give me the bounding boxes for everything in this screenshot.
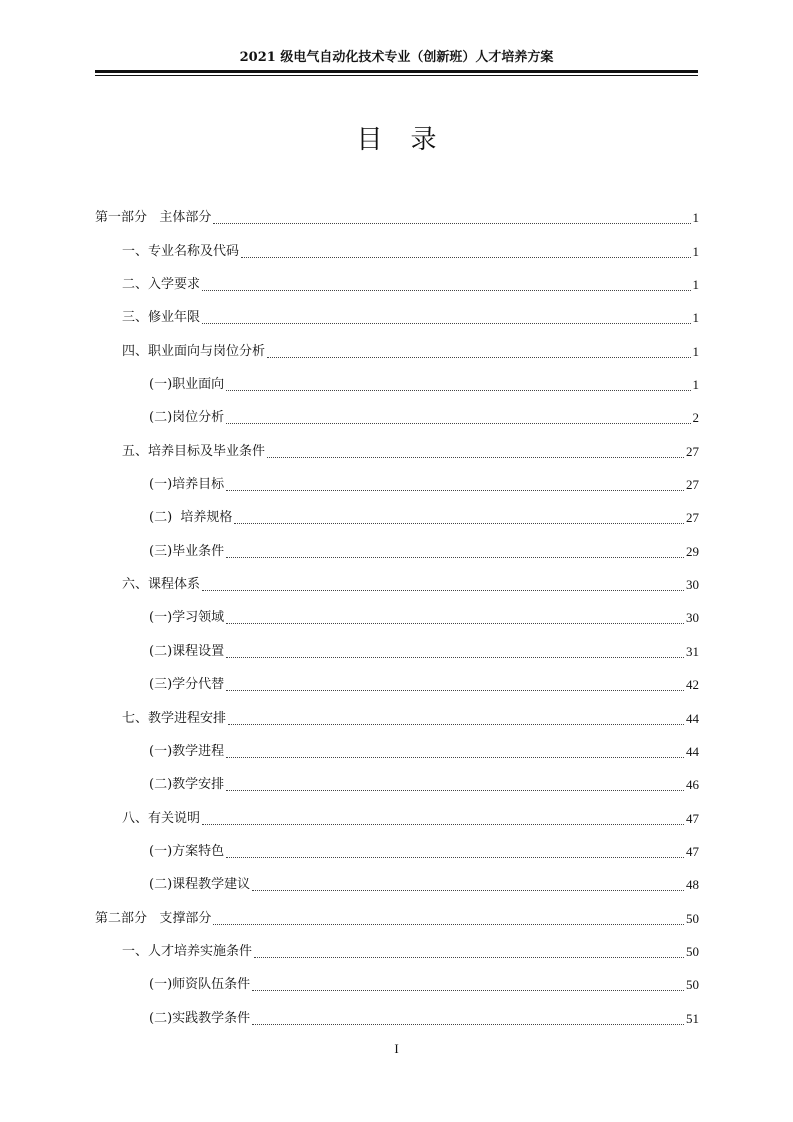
toc-entry[interactable] (95, 630, 699, 663)
toc-entry-label: (一)方案特色 (149, 843, 225, 859)
toc-dot-leader (226, 623, 684, 624)
toc-entry-page: 42 (686, 677, 699, 693)
toc-entry[interactable] (95, 864, 699, 897)
toc-entry[interactable] (95, 931, 699, 964)
toc-entry-page: 50 (686, 977, 699, 993)
toc-entry[interactable] (95, 464, 699, 497)
toc-entry-page: 2 (692, 410, 699, 426)
toc-dot-leader (267, 357, 690, 358)
toc-entry[interactable] (95, 997, 699, 1030)
toc-entry[interactable] (95, 564, 699, 597)
toc-dot-leader (234, 523, 684, 524)
toc-entry-page: 31 (686, 643, 699, 659)
toc-entry[interactable] (95, 831, 699, 864)
toc-dot-leader (226, 790, 684, 791)
toc-dot-leader (226, 390, 690, 391)
toc-entry-page: 51 (686, 1010, 699, 1026)
toc-entry-page: 50 (686, 910, 699, 926)
toc-dot-leader (226, 657, 684, 658)
toc-entry[interactable] (95, 430, 699, 463)
toc-dot-leader (254, 957, 684, 958)
toc-entry-page: 1 (692, 277, 699, 293)
toc-dot-leader (226, 690, 684, 691)
table-of-contents (95, 197, 699, 1031)
toc-entry-label: 三、修业年限 (122, 310, 201, 326)
toc-entry[interactable] (95, 230, 699, 263)
toc-entry-page: 48 (686, 877, 699, 893)
toc-entry-page: 30 (686, 577, 699, 593)
toc-dot-leader (202, 590, 684, 591)
toc-entry[interactable] (95, 497, 699, 530)
toc-entry-page: 30 (686, 610, 699, 626)
toc-entry-label: (二)实践教学条件 (149, 1010, 251, 1026)
toc-entry[interactable] (95, 697, 699, 730)
toc-entry-label: (二) 培养规格 (149, 510, 233, 526)
toc-entry-page: 1 (692, 210, 699, 226)
toc-entry[interactable] (95, 797, 699, 830)
toc-dot-leader (202, 323, 690, 324)
toc-dot-leader (202, 824, 684, 825)
toc-dot-leader (252, 890, 684, 891)
toc-entry-label: 第二部分 支撑部分 (95, 910, 212, 926)
toc-dot-leader (226, 857, 684, 858)
toc-title: 目录 (356, 125, 465, 155)
toc-entry-label: (一)职业面向 (149, 377, 225, 393)
header-rule-thin (95, 75, 698, 76)
toc-entry-label: (一)培养目标 (149, 477, 225, 493)
toc-entry-label: 七、教学进程安排 (122, 710, 227, 726)
toc-entry[interactable] (95, 597, 699, 630)
toc-entry-label: (二)课程设置 (149, 643, 225, 659)
toc-entry[interactable] (95, 264, 699, 297)
toc-entry[interactable] (95, 964, 699, 997)
toc-entry[interactable] (95, 364, 699, 397)
toc-entry[interactable] (95, 731, 699, 764)
toc-dot-leader (252, 1024, 684, 1025)
toc-entry[interactable] (95, 764, 699, 797)
page-number: I (394, 1041, 399, 1056)
toc-entry-label: 一、专业名称及代码 (122, 243, 240, 259)
toc-entry-page: 47 (686, 810, 699, 826)
toc-dot-leader (226, 490, 684, 491)
toc-entry-label: (三)学分代替 (149, 677, 225, 693)
toc-entry-page: 29 (686, 543, 699, 559)
toc-entry-label: 二、入学要求 (122, 277, 201, 293)
toc-entry-label: (二)岗位分析 (149, 410, 225, 426)
toc-entry[interactable] (95, 397, 699, 430)
toc-entry-page: 47 (686, 843, 699, 859)
toc-entry[interactable] (95, 330, 699, 363)
toc-entry[interactable] (95, 197, 699, 230)
toc-dot-leader (226, 557, 684, 558)
toc-entry-label: (一)学习领域 (149, 610, 225, 626)
toc-entry-page: 46 (686, 777, 699, 793)
toc-entry-label: 一、人才培养实施条件 (122, 943, 253, 959)
toc-entry-label: (二)课程教学建议 (149, 877, 251, 893)
toc-entry-label: 第一部分 主体部分 (95, 210, 212, 226)
toc-dot-leader (252, 990, 684, 991)
toc-entry-label: (三)毕业条件 (149, 543, 225, 559)
toc-entry-label: (二)教学安排 (149, 777, 225, 793)
toc-dot-leader (267, 457, 684, 458)
toc-entry-label: (一)教学进程 (149, 743, 225, 759)
toc-entry-label: 六、课程体系 (122, 577, 201, 593)
toc-dot-leader (228, 724, 684, 725)
toc-dot-leader (202, 290, 690, 291)
toc-entry-label: 八、有关说明 (122, 810, 201, 826)
toc-entry[interactable] (95, 897, 699, 930)
toc-dot-leader (213, 924, 684, 925)
header-rule-thick (95, 70, 698, 73)
page-header-title: 2021 级电气自动化技术专业（创新班）人才培养方案 (239, 50, 554, 65)
toc-entry-page: 44 (686, 710, 699, 726)
toc-dot-leader (213, 223, 690, 224)
toc-entry[interactable] (95, 664, 699, 697)
toc-entry-label: 五、培养目标及毕业条件 (122, 443, 266, 459)
toc-entry-page: 1 (692, 310, 699, 326)
toc-dot-leader (226, 423, 690, 424)
toc-entry[interactable] (95, 297, 699, 330)
toc-entry[interactable] (95, 530, 699, 563)
toc-entry-label: 四、职业面向与岗位分析 (122, 343, 266, 359)
toc-entry-page: 27 (686, 510, 699, 526)
toc-entry-page: 1 (692, 343, 699, 359)
toc-entry-label: (一)师资队伍条件 (149, 977, 251, 993)
toc-dot-leader (226, 757, 684, 758)
toc-entry-page: 27 (686, 477, 699, 493)
toc-entry-page: 27 (686, 443, 699, 459)
toc-entry-page: 1 (692, 243, 699, 259)
toc-dot-leader (241, 257, 690, 258)
toc-entry-page: 44 (686, 743, 699, 759)
toc-entry-page: 1 (692, 377, 699, 393)
toc-entry-page: 50 (686, 943, 699, 959)
